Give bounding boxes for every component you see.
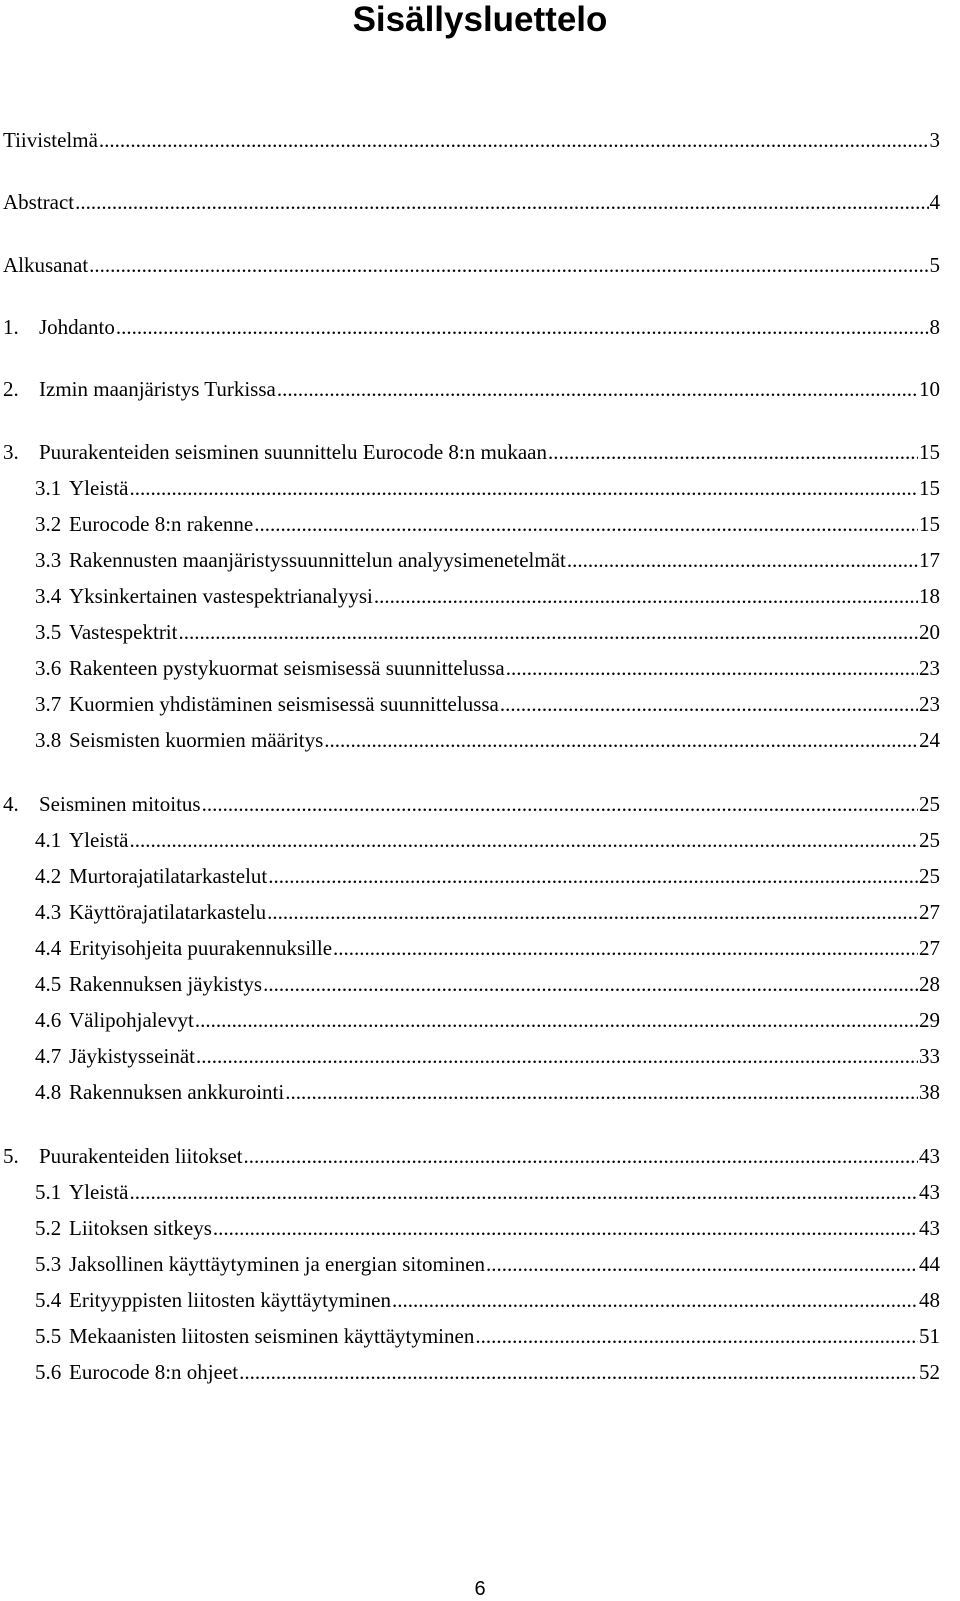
toc-dot-leader <box>277 374 918 404</box>
toc-dot-leader <box>89 250 928 280</box>
toc-entry[interactable] <box>3 473 940 503</box>
toc-entry[interactable] <box>3 545 940 575</box>
toc-entry-page: 3 <box>929 128 940 152</box>
toc-entry-number: 3. <box>3 440 19 464</box>
toc-entry-page: 28 <box>919 972 940 996</box>
toc-entry[interactable] <box>3 509 940 539</box>
toc-entry-number: 5.4 <box>35 1288 62 1312</box>
toc-entry[interactable] <box>3 1213 940 1243</box>
toc-entry-number: 1. <box>3 315 19 339</box>
toc-entry[interactable] <box>3 1285 940 1315</box>
table-of-contents <box>3 0 940 1600</box>
toc-entry[interactable] <box>3 897 940 927</box>
toc-entry-page: 20 <box>919 620 940 644</box>
page-title: Sisällysluettelo <box>352 0 608 39</box>
toc-entry-number: 5.5 <box>35 1324 62 1348</box>
toc-entry-number: 4.6 <box>35 1008 62 1032</box>
toc-dot-leader <box>324 725 918 755</box>
toc-entry-page: 29 <box>919 1008 940 1032</box>
toc-entry-title: Erityisohjeita puurakennuksille <box>69 936 333 960</box>
toc-entry-number: 5.2 <box>35 1216 62 1240</box>
toc-entry-page: 43 <box>919 1144 940 1168</box>
toc-dot-leader <box>178 617 918 647</box>
toc-entry-number: 4.1 <box>35 828 62 852</box>
toc-dot-leader <box>116 312 929 342</box>
toc-entry[interactable] <box>3 1141 940 1171</box>
toc-dot-leader <box>267 897 918 927</box>
toc-dot-leader <box>268 861 918 891</box>
toc-entry[interactable] <box>3 725 940 755</box>
toc-entry-page: 52 <box>919 1360 940 1384</box>
toc-entry-title: Erityyppisten liitosten käyttäytyminen <box>69 1288 391 1312</box>
toc-dot-leader <box>486 1249 918 1279</box>
toc-entry-page: 25 <box>919 828 940 852</box>
toc-entry-page: 27 <box>919 900 940 924</box>
toc-entry-title: Alkusanat <box>3 253 89 277</box>
toc-entry-page: 43 <box>919 1180 940 1204</box>
toc-entry-page: 18 <box>919 584 940 608</box>
toc-entry-number: 3.1 <box>35 476 62 500</box>
toc-entry-title: Kuormien yhdistäminen seismisessä suunnittelussa <box>69 692 499 716</box>
toc-entry[interactable] <box>3 581 940 611</box>
toc-entry-page: 23 <box>919 692 940 716</box>
toc-entry-title: Vastespektrit <box>69 620 178 644</box>
toc-entry-title: Seismisten kuormien määritys <box>69 728 324 752</box>
toc-entry-number: 4.2 <box>35 864 62 888</box>
toc-entry-title: Mekaanisten liitosten seisminen käyttäytyminen <box>69 1324 475 1348</box>
toc-entry-number: 5. <box>3 1144 19 1168</box>
toc-entry-page: 4 <box>929 190 940 214</box>
toc-dot-leader <box>129 473 918 503</box>
toc-entry-title: Rakennuksen ankkurointi <box>69 1080 285 1104</box>
toc-dot-leader <box>213 1213 918 1243</box>
toc-entry-page: 44 <box>919 1252 940 1276</box>
toc-entry-page: 27 <box>919 936 940 960</box>
toc-entry-number: 4.3 <box>35 900 62 924</box>
toc-entry[interactable] <box>3 1177 940 1207</box>
toc-entry-number: 4.8 <box>35 1080 62 1104</box>
toc-entry-page: 15 <box>919 440 940 464</box>
toc-dot-leader <box>506 653 918 683</box>
toc-entry-page: 5 <box>929 253 940 277</box>
toc-dot-leader <box>254 509 918 539</box>
toc-entry-title: Rakennuksen jäykistys <box>69 972 263 996</box>
toc-entry-page: 10 <box>919 377 940 401</box>
toc-entry-page: 51 <box>919 1324 940 1348</box>
toc-entry-page: 48 <box>919 1288 940 1312</box>
toc-entry-page: 33 <box>919 1044 940 1068</box>
toc-entry-number: 4.4 <box>35 936 62 960</box>
toc-entry-number: 4.7 <box>35 1044 62 1068</box>
toc-entry-number: 3.7 <box>35 692 62 716</box>
toc-entry[interactable] <box>3 1041 940 1071</box>
toc-entry[interactable] <box>3 617 940 647</box>
toc-entry-title: Abstract <box>3 190 75 214</box>
toc-dot-leader <box>500 689 918 719</box>
toc-dot-leader <box>285 1077 918 1107</box>
toc-entry-page: 15 <box>919 512 940 536</box>
toc-entry[interactable] <box>3 653 940 683</box>
toc-entry[interactable] <box>3 1321 940 1351</box>
toc-entry-number: 3.6 <box>35 656 62 680</box>
toc-entry-title: Puurakenteiden seisminen suunnittelu Eurocode 8:n mukaan <box>39 440 547 464</box>
toc-entry-page: 24 <box>919 728 940 752</box>
toc-entry[interactable] <box>3 1077 940 1107</box>
toc-entry[interactable] <box>3 689 940 719</box>
toc-entry-page: 25 <box>919 792 940 816</box>
toc-entry[interactable] <box>3 250 940 280</box>
toc-entry-number: 5.6 <box>35 1360 62 1384</box>
toc-entry-page: 15 <box>919 476 940 500</box>
toc-entry-title: Liitoksen sitkeys <box>69 1216 212 1240</box>
toc-entry-title: Käyttörajatilatarkastelu <box>69 900 267 924</box>
toc-dot-leader <box>244 1141 918 1171</box>
toc-entry-page: 23 <box>919 656 940 680</box>
toc-dot-leader <box>129 825 918 855</box>
toc-entry-title: Izmin maanjäristys Turkissa <box>39 377 276 401</box>
toc-entry-number: 3.4 <box>35 584 62 608</box>
toc-dot-leader <box>567 545 918 575</box>
toc-entry[interactable] <box>3 933 940 963</box>
toc-dot-leader <box>239 1357 918 1387</box>
toc-dot-leader <box>374 581 918 611</box>
toc-entry-page: 38 <box>919 1080 940 1104</box>
toc-entry-title: Välipohjalevyt <box>69 1008 194 1032</box>
toc-dot-leader <box>129 1177 918 1207</box>
toc-entry-page: 43 <box>919 1216 940 1240</box>
toc-entry[interactable] <box>3 1005 940 1035</box>
page-number: 6 <box>474 1578 486 1600</box>
toc-entry-title: Yleistä <box>69 1180 129 1204</box>
toc-entry[interactable] <box>3 861 940 891</box>
toc-entry-number: 3.5 <box>35 620 62 644</box>
toc-entry-page: 8 <box>929 315 940 339</box>
toc-dot-leader <box>75 187 928 217</box>
toc-dot-leader <box>392 1285 918 1315</box>
toc-entry-number: 2. <box>3 377 19 401</box>
toc-entry-title: Murtorajatilatarkastelut <box>69 864 268 888</box>
toc-dot-leader <box>195 1005 918 1035</box>
toc-entry-title: Jäykistysseinät <box>69 1044 195 1068</box>
toc-entry[interactable] <box>3 187 940 217</box>
toc-entry-number: 5.1 <box>35 1180 62 1204</box>
toc-entry-number: 3.3 <box>35 548 62 572</box>
toc-entry[interactable] <box>3 1357 940 1387</box>
toc-entry-title: Seisminen mitoitus <box>39 792 201 816</box>
toc-entry-number: 3.2 <box>35 512 62 536</box>
toc-entry[interactable] <box>3 789 940 819</box>
toc-entry-number: 3.8 <box>35 728 62 752</box>
toc-entry-number: 5.3 <box>35 1252 62 1276</box>
toc-entry-title: Yleistä <box>69 828 129 852</box>
toc-entry-title: Jaksollinen käyttäytyminen ja energian sitominen <box>69 1252 486 1276</box>
toc-entry-page: 17 <box>919 548 940 572</box>
toc-dot-leader <box>263 969 918 999</box>
toc-entry-title: Yleistä <box>69 476 129 500</box>
toc-dot-leader <box>202 789 918 819</box>
toc-entry-title: Rakennusten maanjäristyssuunnittelun analyysimenetelmät <box>69 548 566 572</box>
toc-entry[interactable] <box>3 1249 940 1279</box>
toc-entry[interactable] <box>3 825 940 855</box>
toc-entry-title: Tiivistelmä <box>3 128 98 152</box>
toc-entry-title: Johdanto <box>39 315 115 339</box>
toc-entry-title: Eurocode 8:n ohjeet <box>69 1360 239 1384</box>
toc-entry[interactable] <box>3 125 940 155</box>
toc-dot-leader <box>333 933 918 963</box>
toc-dot-leader <box>548 437 918 467</box>
toc-entry[interactable] <box>3 374 940 404</box>
toc-entry-number: 4. <box>3 792 19 816</box>
toc-entry-title: Puurakenteiden liitokset <box>39 1144 243 1168</box>
toc-dot-leader <box>196 1041 918 1071</box>
toc-entry-title: Rakenteen pystykuormat seismisessä suunnittelussa <box>69 656 505 680</box>
toc-entry[interactable] <box>3 312 940 342</box>
toc-entry[interactable] <box>3 437 940 467</box>
toc-entry[interactable] <box>3 969 940 999</box>
toc-dot-leader <box>475 1321 918 1351</box>
toc-entry-title: Yksinkertainen vastespektrianalyysi <box>69 584 373 608</box>
toc-entry-page: 25 <box>919 864 940 888</box>
toc-dot-leader <box>99 125 929 155</box>
toc-entry-title: Eurocode 8:n rakenne <box>69 512 254 536</box>
toc-entry-number: 4.5 <box>35 972 62 996</box>
